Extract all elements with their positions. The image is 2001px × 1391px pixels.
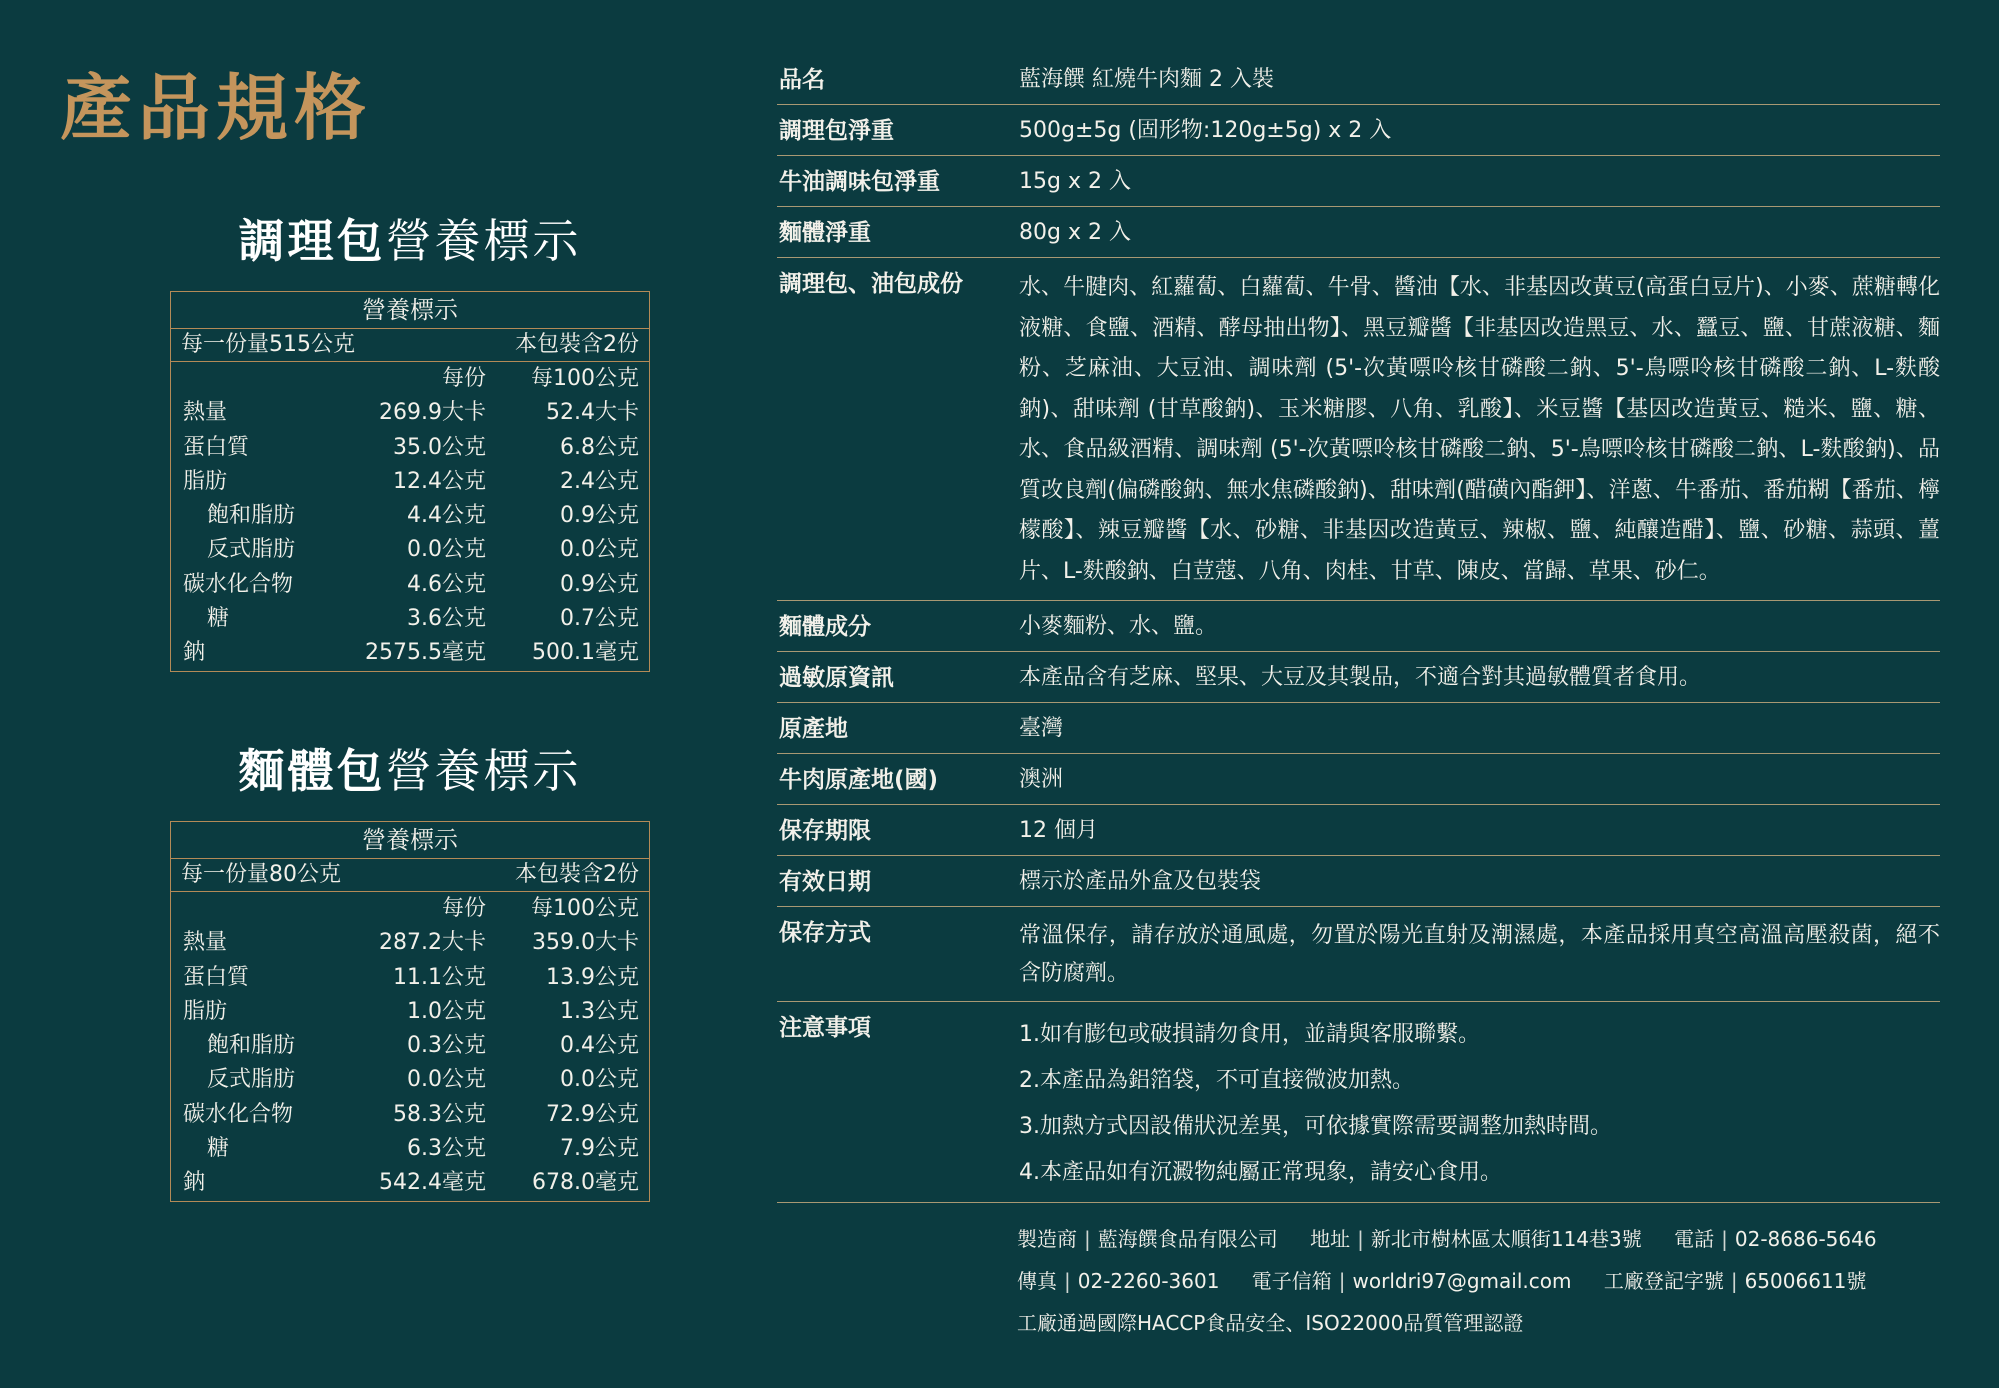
nutrient-name: 鈉 — [183, 640, 206, 666]
nutrition-row — [171, 926, 649, 960]
per-100g-value: 13.9公克 — [546, 964, 639, 990]
sauce-heading-rest: 營養標示 — [385, 214, 582, 268]
spec-row-noodle-weight — [777, 207, 1940, 258]
per-serving-value: 269.9大卡 — [379, 400, 486, 426]
email-value: worldri97@gmail.com — [1352, 1269, 1572, 1293]
per-serving-value: 58.3公克 — [393, 1101, 486, 1127]
nutrient-name: 脂肪 — [183, 998, 228, 1024]
per-serving-value: 11.1公克 — [393, 964, 486, 990]
address-info — [1310, 1227, 1642, 1251]
nutrition-row — [171, 1063, 649, 1097]
per-100g-value: 0.9公克 — [560, 503, 639, 529]
spec-row-storage — [777, 907, 1940, 1002]
nutrient-name: 反式脂肪 — [207, 537, 296, 563]
spec-label: 品名 — [779, 67, 825, 93]
spec-row-noodle-ingredients — [777, 601, 1940, 652]
per-serving-value: 287.2大卡 — [379, 930, 486, 956]
per-serving-value: 542.4毫克 — [379, 1170, 486, 1196]
nutrition-row — [171, 499, 649, 533]
per-serving-value: 4.6公克 — [407, 571, 486, 597]
nutrient-name: 反式脂肪 — [207, 1067, 296, 1093]
spec-value: 本產品含有芝麻、堅果、大豆及其製品，不適合對其過敏體質者食用。 — [1019, 665, 1702, 690]
per-100g-value: 0.0公克 — [560, 537, 639, 563]
per-100g-value: 0.9公克 — [560, 571, 639, 597]
spec-label: 保存方式 — [779, 920, 871, 946]
nutrient-name: 碳水化合物 — [183, 571, 294, 597]
per-100g-value: 1.3公克 — [560, 998, 639, 1024]
serving-size: 每一份量515公克 — [181, 332, 355, 357]
email-info — [1252, 1269, 1572, 1293]
nutrition-row — [171, 465, 649, 499]
separator: | — [1721, 1227, 1728, 1251]
manufacturer-label: 製造商 — [1017, 1227, 1077, 1251]
nutrition-row — [171, 1098, 649, 1132]
phone-info — [1674, 1227, 1876, 1251]
per-100g-value: 72.9公克 — [546, 1101, 639, 1127]
separator: | — [1730, 1269, 1738, 1293]
spec-row-origin — [777, 703, 1940, 754]
per-serving-value: 0.0公克 — [407, 1067, 486, 1093]
address-label: 地址 — [1310, 1227, 1351, 1251]
serving-info — [171, 329, 649, 362]
nutrient-name: 蛋白質 — [183, 434, 250, 460]
servings-per-pack: 本包裝含2份 — [515, 332, 639, 357]
nutrient-name: 糖 — [207, 1136, 230, 1162]
spec-label: 原產地 — [779, 716, 848, 742]
per-serving-value: 3.6公克 — [407, 606, 486, 632]
spec-label: 注意事項 — [779, 1015, 871, 1041]
nutrient-name: 碳水化合物 — [183, 1101, 294, 1127]
note-item: 3.加熱方式因設備狀況差異，可依據實際需要調整加熱時間。 — [1019, 1114, 1612, 1139]
nutrient-name: 脂肪 — [183, 468, 228, 494]
nutrient-name: 糖 — [207, 606, 230, 632]
spec-value: 500g±5g (固形物:120g±5g) x 2 入 — [1019, 118, 1392, 143]
factory-value: 65006611號 — [1744, 1269, 1867, 1293]
per-serving-value: 0.0公克 — [407, 537, 486, 563]
nutrition-column-header — [171, 892, 649, 926]
spec-list — [777, 54, 1940, 1203]
per-100g-value: 359.0大卡 — [532, 930, 639, 956]
per-100g-value: 0.0公克 — [560, 1067, 639, 1093]
spec-value: 澳洲 — [1019, 767, 1064, 792]
nutrient-name: 蛋白質 — [183, 964, 250, 990]
per-100g-value: 7.9公克 — [560, 1136, 639, 1162]
noodle-nutrition-table — [170, 821, 650, 1202]
serving-info — [171, 859, 649, 892]
spec-row-butter-weight — [777, 156, 1940, 207]
phone-value: 02-8686-5646 — [1734, 1227, 1877, 1251]
company-info-line-1 — [1017, 1218, 1942, 1260]
nutrition-row — [171, 1166, 649, 1200]
noodle-heading-bold: 麵體包 — [238, 744, 386, 798]
per-serving-value: 12.4公克 — [393, 468, 486, 494]
spec-label: 牛肉原產地(國) — [779, 767, 939, 793]
col-per-100g: 每100公克 — [531, 366, 639, 391]
per-100g-value: 52.4大卡 — [546, 400, 639, 426]
per-serving-value: 0.3公克 — [407, 1033, 486, 1059]
factory-label: 工廠登記字號 — [1603, 1269, 1724, 1293]
spec-row-shelf-life — [777, 805, 1940, 856]
factory-info — [1604, 1269, 1867, 1293]
spec-row-allergen — [777, 652, 1940, 703]
fax-value: 02-2260-3601 — [1077, 1269, 1220, 1293]
separator: | — [1064, 1269, 1071, 1293]
nutrition-row — [171, 431, 649, 465]
spec-label: 有效日期 — [779, 869, 871, 895]
per-100g-value: 2.4公克 — [560, 468, 639, 494]
spec-value: 藍海饌 紅燒牛肉麵 2 入裝 — [1019, 67, 1274, 92]
separator: | — [1084, 1227, 1091, 1251]
nutrition-row — [171, 1132, 649, 1166]
spec-label: 過敏原資訊 — [779, 665, 894, 691]
nutrition-row — [171, 533, 649, 567]
per-100g-value: 0.7公克 — [560, 606, 639, 632]
serving-size: 每一份量80公克 — [181, 862, 341, 887]
per-serving-value: 4.4公克 — [407, 503, 486, 529]
spec-label: 麵體成分 — [779, 614, 871, 640]
notes-list — [1019, 1012, 1940, 1196]
nutrient-name: 飽和脂肪 — [207, 503, 296, 529]
col-per-100g: 每100公克 — [531, 896, 639, 921]
company-info — [1017, 1218, 1942, 1344]
col-per-serving: 每份 — [441, 896, 486, 921]
nutrition-row — [171, 961, 649, 995]
fax-info — [1017, 1269, 1219, 1293]
certification: 工廠通過國際HACCP食品安全、ISO22000品質管理認證 — [1017, 1311, 1524, 1335]
manufacturer-name: 藍海饌食品有限公司 — [1097, 1227, 1278, 1251]
spec-row-product-name — [777, 54, 1940, 105]
per-100g-value: 0.4公克 — [560, 1033, 639, 1059]
spec-value: 15g x 2 入 — [1019, 169, 1131, 194]
nutrition-row — [171, 636, 649, 670]
nutrition-row — [171, 1029, 649, 1063]
per-serving-value: 35.0公克 — [393, 434, 486, 460]
nutrient-name: 熱量 — [183, 930, 228, 956]
nutrition-row — [171, 602, 649, 636]
manufacturer-info — [1017, 1227, 1278, 1251]
spec-row-sauce-ingredients — [777, 258, 1940, 601]
col-per-serving: 每份 — [441, 366, 486, 391]
note-item: 1.如有膨包或破損請勿食用，並請與客服聯繫。 — [1019, 1022, 1480, 1047]
spec-row-beef-origin — [777, 754, 1940, 805]
address-value: 新北市樹林區太順街114巷3號 — [1370, 1227, 1642, 1251]
page-title: 產品規格 — [60, 66, 373, 150]
nutrient-name: 鈉 — [183, 1170, 206, 1196]
per-100g-value: 500.1毫克 — [532, 640, 639, 666]
email-label: 電子信箱 — [1251, 1269, 1332, 1293]
nutrition-table-title: 營養標示 — [171, 822, 649, 859]
nutrition-table-title: 營養標示 — [171, 292, 649, 329]
spec-row-expiry — [777, 856, 1940, 907]
spec-value: 常溫保存，請存放於通風處，勿置於陽光直射及潮濕處，本產品採用真空高溫高壓殺菌，絕不含防腐劑。 — [1019, 923, 1940, 986]
phone-label: 電話 — [1674, 1227, 1715, 1251]
spec-value: 12 個月 — [1019, 818, 1098, 843]
note-item: 2.本產品為鋁箔袋，不可直接微波加熱。 — [1019, 1068, 1414, 1093]
nutrition-row — [171, 396, 649, 430]
spec-label: 調理包淨重 — [779, 118, 894, 144]
nutrient-name: 飽和脂肪 — [207, 1033, 296, 1059]
separator: | — [1357, 1227, 1364, 1251]
per-serving-value: 2575.5毫克 — [365, 640, 486, 666]
per-serving-value: 1.0公克 — [407, 998, 486, 1024]
per-100g-value: 678.0毫克 — [532, 1170, 639, 1196]
noodle-nutrition-heading — [170, 735, 650, 801]
sauce-heading-bold: 調理包 — [238, 214, 386, 268]
spec-row-sauce-weight — [777, 105, 1940, 156]
nutrition-column-header — [171, 362, 649, 396]
spec-value: 水、牛腱肉、紅蘿蔔、白蘿蔔、牛骨、醬油【水、非基因改黃豆(高蛋白豆片)、小麥、蔗糖轉化液糖、食鹽、酒精、酵母抽出物】、黑豆瓣醬【非基因改造黑豆、水、蠶豆、鹽、甘蔗液糖、麵粉、芝麻油、大豆油、調味劑 (5'-次黃嘌呤核甘磷酸二鈉、5'-鳥嘌呤核甘磷酸二鈉、L-麩酸鈉)、甜味劑 (甘草酸鈉)、玉米糖膠、八角、乳酸】、米豆醬【基因改造黃豆、糙米、鹽、糖、水、食品級酒精、調味劑 (5'-次黃嘌呤核甘磷酸二鈉、5'-鳥嘌呤核甘磷酸二鈉、L-麩酸鈉)、品質改良劑(偏磷酸鈉、無水焦磷酸鈉)、甜味劑(醋磺內酯鉀】、洋蔥、牛番茄、番茄糊【番茄、檸檬酸】、辣豆瓣醬【水、砂糖、非基因改造黃豆、辣椒、鹽、純釀造醋】、鹽、砂糖、蒜頭、薑片、L-麩酸鈉、白荳蔻、八角、肉桂、甘草、陳皮、當歸、草果、砂仁。 — [1019, 275, 1940, 584]
spec-label: 調理包、油包成份 — [779, 271, 963, 297]
spec-value: 小麥麵粉、水、鹽。 — [1019, 614, 1218, 639]
per-100g-value: 6.8公克 — [560, 434, 639, 460]
spec-value: 80g x 2 入 — [1019, 220, 1131, 245]
spec-label: 麵體淨重 — [779, 220, 871, 246]
sauce-nutrition-table — [170, 291, 650, 672]
sauce-nutrition-heading — [170, 205, 650, 271]
servings-per-pack: 本包裝含2份 — [515, 862, 639, 887]
nutrition-row — [171, 568, 649, 602]
per-serving-value: 6.3公克 — [407, 1136, 486, 1162]
spec-row-notes — [777, 1002, 1940, 1203]
company-info-line-2 — [1017, 1260, 1942, 1302]
spec-value: 臺灣 — [1019, 716, 1064, 741]
separator: | — [1338, 1269, 1346, 1293]
nutrient-name: 熱量 — [183, 400, 228, 426]
spec-label: 牛油調味包淨重 — [779, 169, 940, 195]
spec-label: 保存期限 — [779, 818, 871, 844]
noodle-heading-rest: 營養標示 — [385, 744, 582, 798]
nutrition-row — [171, 995, 649, 1029]
note-item: 4.本產品如有沉澱物純屬正常現象，請安心食用。 — [1019, 1160, 1502, 1185]
spec-value: 標示於產品外盒及包裝袋 — [1019, 869, 1262, 894]
fax-label: 傳真 — [1017, 1269, 1057, 1293]
